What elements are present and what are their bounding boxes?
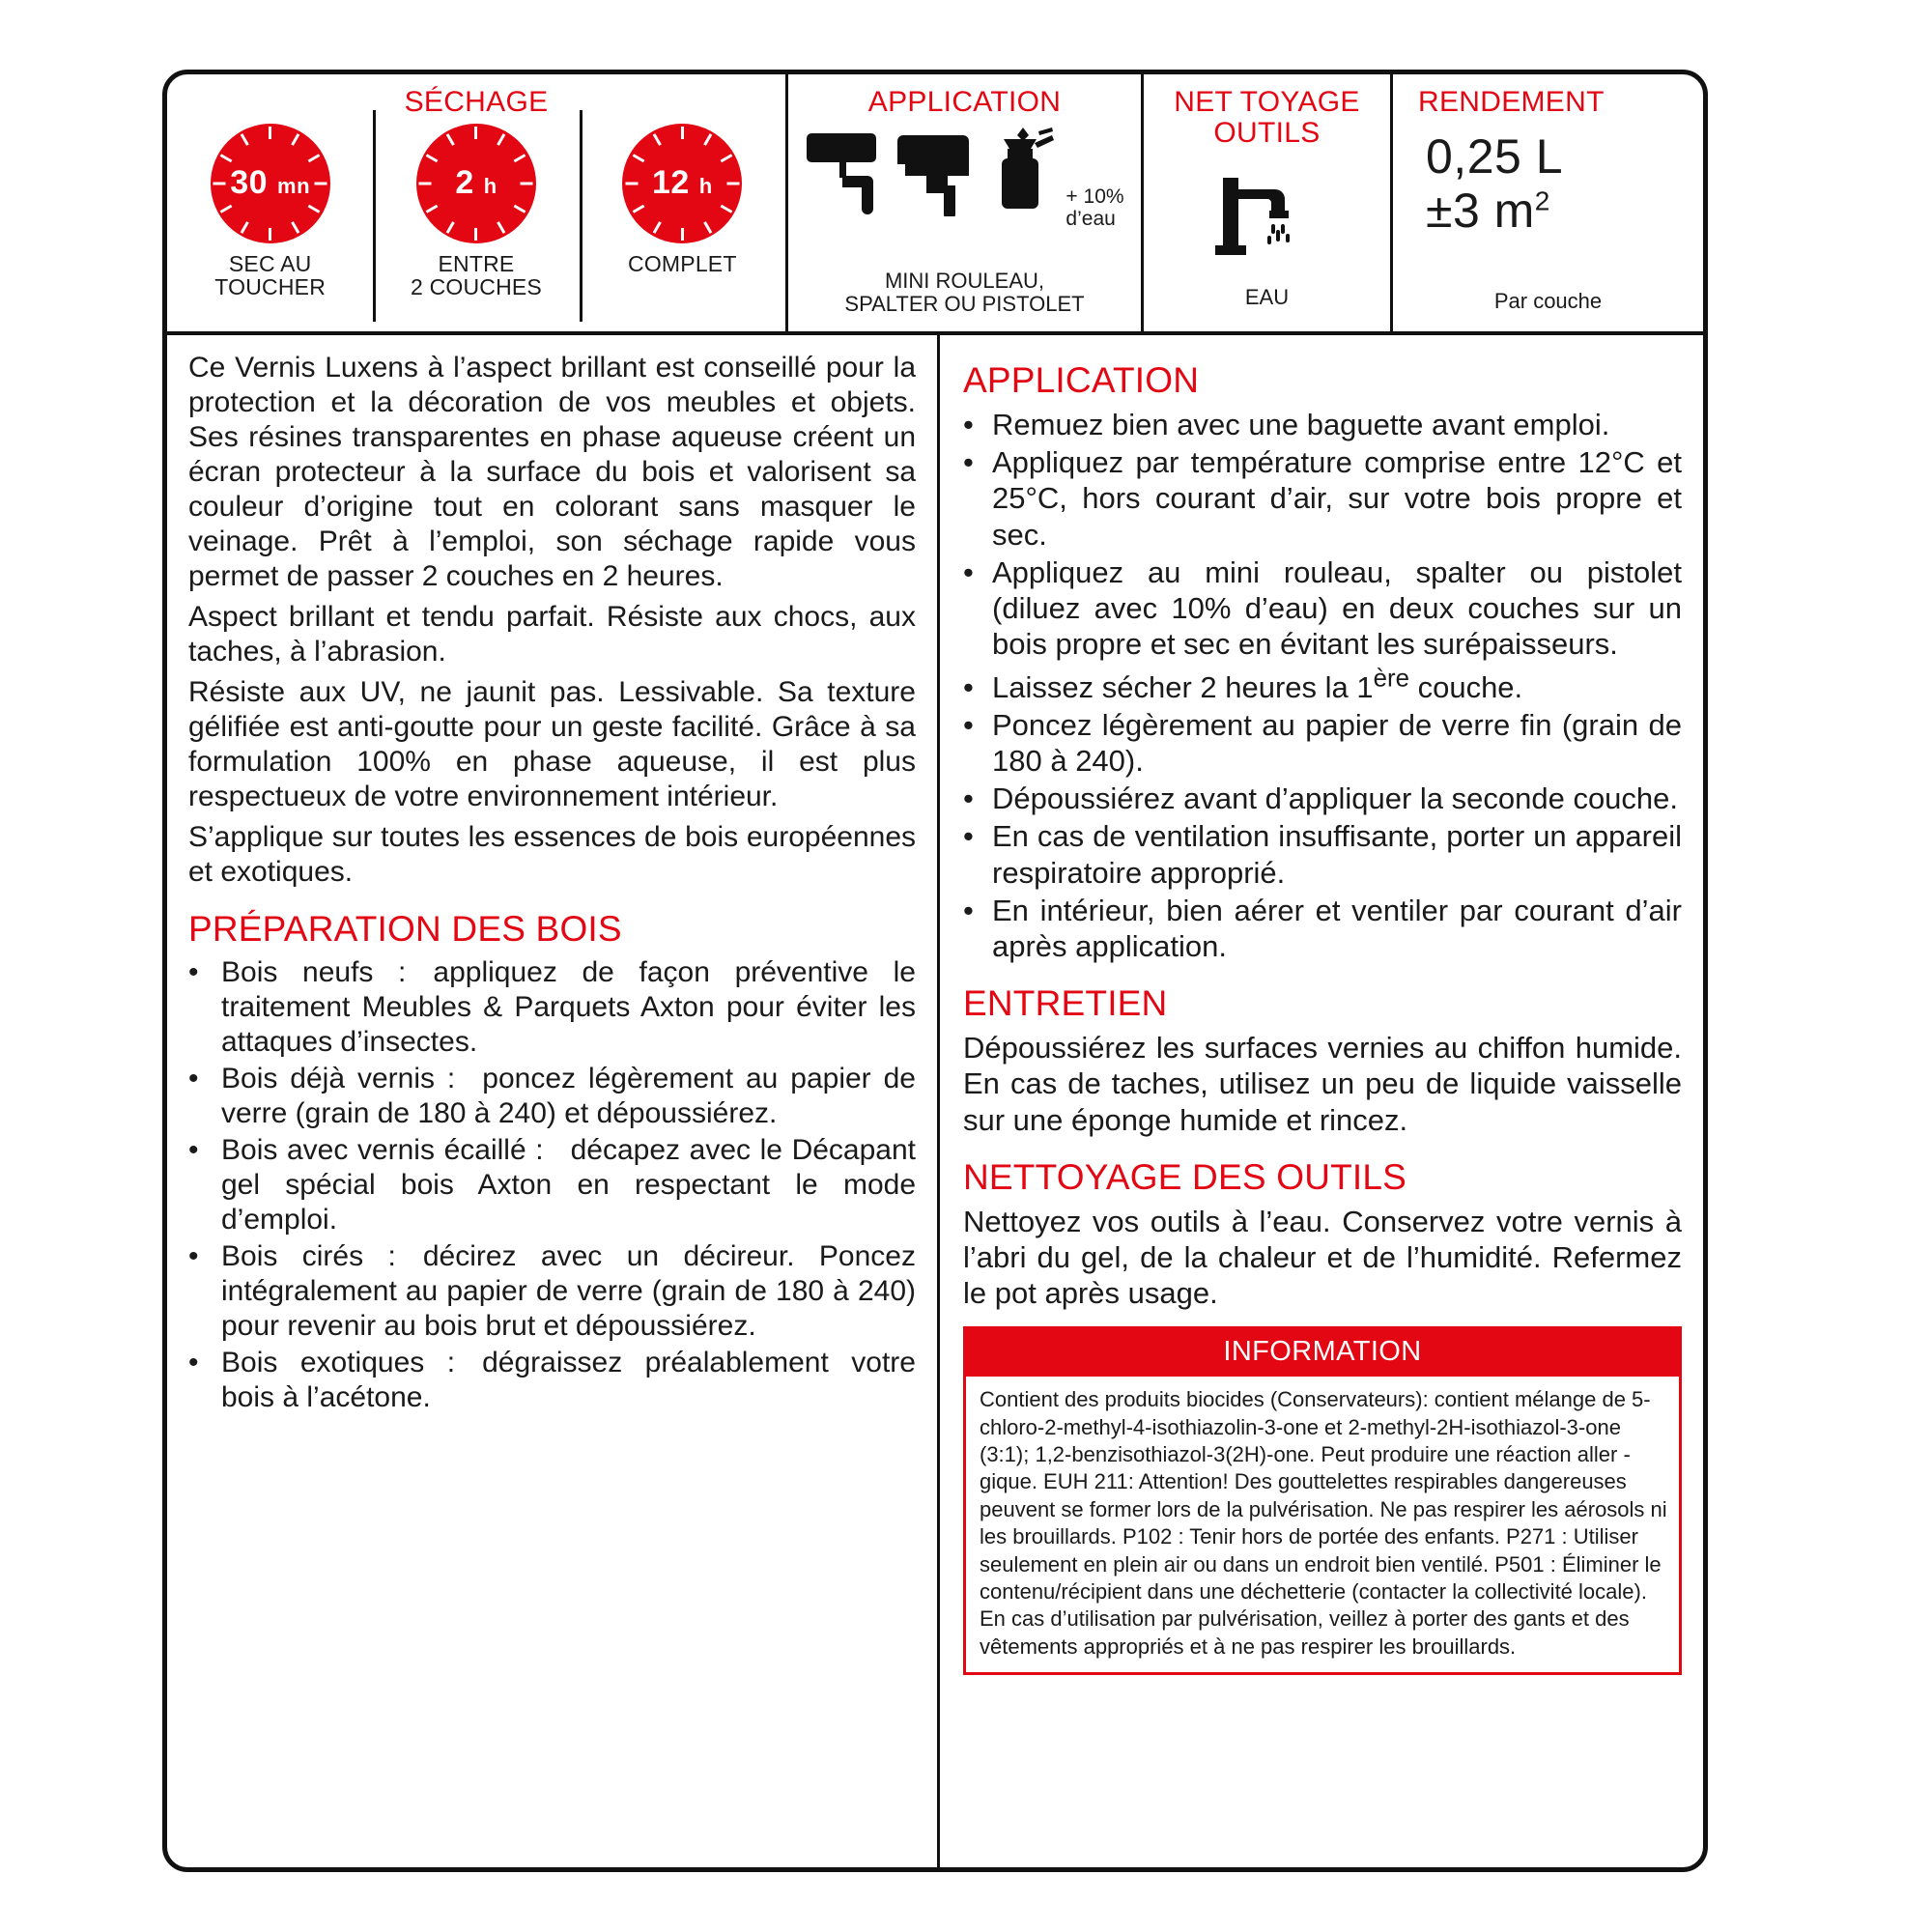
tool-cleaning-text: Nettoyez vos outils à l’eau. Conservez votre vernis à l’abri du gel, de la chaleur et de l’humidité. Refermez le pot après usage. [963,1204,1682,1311]
yield-area: ±3 m [1426,183,1535,238]
application-text-6: En cas de ventilation insuffisante, porter un appareil respiratoire approprié. [992,819,1682,890]
application-text-4: Poncez légèrement au papier de verre fin (grain de 180 à 240). [992,707,1682,779]
prep-label-2: Bois avec vernis écaillé : [221,1134,544,1166]
brush-icon [897,124,980,216]
spray-gun-icon [984,124,1060,220]
prep-item-3: • Bois cirés : décirez avec un décireur. Poncez intégralement au papier de verre (grain de 180 à 240) pour revenir au bois brut et dépoussiérez. [188,1240,916,1342]
maintenance-section-title: ENTRETIEN [963,983,1168,1024]
prep-label-4: Bois exotiques : [221,1347,456,1378]
drying-unit-0: mn [277,174,311,198]
yield-area-exponent: 2 [1534,185,1550,215]
drying-caption-2: COMPLET [628,250,737,276]
prep-label-3: Bois cirés : [221,1240,396,1272]
yield-section [1390,74,1703,331]
drying-title: SÉCHAGE [404,86,549,118]
content-body [167,335,1703,1867]
dilution-note: + 10% d’eau [1065,185,1124,231]
clock-icon-30mn [211,124,330,243]
information-text: Contient des produits biocides (Conservateurs): contient mélange de 5-chloro-2-methyl-4-isothiazolin-3-one et 2-methyl-2H-isothiazol-3-one (3:1); 1,2-benzisothiazol-3(2H)-one. Peut produire une réaction aller - gique. EUH 211: Attention! Des gouttelettes respirables dangereuses peuvent se former lors de la pulvérisation. Ne pas respirer les aérosols ni les brouillards. P102 : Tenir hors de portée des enfants. P271 : Utiliser seulement en plein air ou dans un endroit bien ventilé. P501 : Éliminer le contenu/récipient dans une déchetterie (contacter la collectivité locale). En cas d’utilisation par pulvérisation, veillez à porter des gants et des vêtements appropriés et à ne pas respirer les brouillards. [980,1387,1667,1659]
maintenance-text: Dépoussiérez les surfaces vernies au chiffon humide. En cas de taches, utilisez un peu de liquide vaisselle sur une éponge humide et rincez. [963,1031,1682,1137]
drying-unit-2: h [698,174,713,198]
prep-text-0: appliquez de façon préventive le traitement Meubles & Parquets Axton pour éviter les attaques d’insectes. [221,956,916,1058]
prep-text-2: décapez avec le Décapant gel spécial bois Axton en respectant le mode d’emploi. [221,1134,916,1236]
application-text-3: Laissez sécher 2 heures la 1ère couche. [992,665,1523,704]
information-title: INFORMATION [966,1329,1679,1377]
durability-paragraph: Résiste aux UV, ne jaunit pas. Lessivable. Sa texture gélifiée est anti-goutte pour un geste facilité. Grâce à sa formulation 100% en phase aqueuse, il est plus respectueux de votre environnement intérieur. [188,676,916,812]
roller-icon [805,124,894,216]
product-label-card [162,70,1708,1872]
drying-item-complete [580,118,785,332]
application-item-5: • Dépoussiérez avant d’appliquer la seconde couche. [963,781,1679,816]
prep-item-4: • Bois exotiques : dégraissez préalablement votre bois à l’acétone. [188,1347,916,1413]
prep-item-2: • Bois avec vernis écaillé : décapez avec le Décapant gel spécial bois Axton en respectant le mode d’emploi. [188,1134,916,1236]
yield-caption: Par couche [1493,289,1603,313]
yield-title: RENDEMENT [1418,86,1605,118]
prep-label-0: Bois neufs : [221,956,407,988]
application-item-0: • Remuez bien avec une baguette avant emploi. [963,408,1610,441]
prep-text-4: dégraissez préalablement votre bois à l’acétone. [221,1347,916,1413]
application-text-7: En intérieur, bien aérer et ventiler par courant d’air après application. [992,893,1682,963]
drying-unit-1: h [483,174,497,198]
clock-icon-2h [416,124,536,243]
drying-value-0: 30 [230,164,269,201]
icon-summary-strip [167,74,1703,335]
application-tools-section [785,74,1141,331]
cleaning-section [1141,74,1390,331]
application-item-7: • En intérieur, bien aérer et ventiler par courant d’air après application. [963,893,1682,963]
faucet-icon [1209,170,1325,263]
application-item-3: • Laissez sécher 2 heures la 1ère couche. [963,665,1523,704]
application-text-5: Dépoussiérez avant d’appliquer la seconde couche. [992,781,1679,816]
drying-section [167,74,785,331]
drying-value-2: 12 [651,164,690,201]
prep-item-0: • Bois neufs : appliquez de façon préventive le traitement Meubles & Parquets Axton pour éviter les attaques d’insectes. [188,956,916,1058]
application-tools-title: APPLICATION [867,86,1062,118]
right-column [940,335,1703,1867]
cleaning-caption: EAU [1244,285,1290,309]
information-box [963,1326,1682,1675]
prep-text-3: décirez avec un décireur. Poncez intégralement au papier de verre (grain de 180 à 240) pour revenir au bois brut et dépoussiérez. [221,1240,916,1342]
yield-volume: 0,25 L [1426,128,1564,184]
features-paragraph: Aspect brillant et tendu parfait. Résiste aux chocs, aux taches, à l’abrasion. [188,601,916,668]
prep-list [188,955,916,1415]
drying-item-touch-dry [167,118,373,332]
application-text-0: Remuez bien avec une baguette avant emploi. [992,408,1610,441]
drying-value-1: 2 [455,164,474,201]
application-tools-caption: MINI ROULEAU, SPALTER OU PISTOLET [844,268,1085,316]
tool-cleaning-section-title: NETTOYAGE DES OUTILS [963,1156,1407,1197]
cleaning-title: NET TOYAGE OUTILS [1174,86,1360,149]
clock-icon-12h [622,124,742,243]
intro-paragraph: Ce Vernis Luxens à l’aspect brillant est conseillé pour la protection et la décoration de vos meubles et objets. Ses résines transparentes en phase aqueuse créent un écran protecteur à la surface du bois et valorisent sa couleur d’origine tout en colorant sans masquer le veinage. Prêt à l’emploi, son séchage rapide vous permet de passer 2 couches en 2 heures. [188,352,916,592]
application-item-2: • Appliquez au mini rouleau, spalter ou pistolet (diluez avec 10% d’eau) en deux couches sur un bois propre et sec en évitant les surépaisseurs. [963,554,1682,662]
substrates-paragraph: S’applique sur toutes les essences de bois européennes et exotiques. [188,821,916,888]
drying-caption-0: SEC AU TOUCHER [214,250,327,299]
application-section-title: APPLICATION [963,360,1200,400]
prep-text-1: poncez légèrement au papier de verre (grain de 180 à 240) et dépoussiérez. [221,1063,916,1129]
drying-caption-1: ENTRE 2 COUCHES [410,250,542,299]
drying-item-between-coats [373,118,579,332]
prep-label-1: Bois déjà vernis : [221,1063,456,1094]
application-item-6: • En cas de ventilation insuffisante, porter un appareil respiratoire approprié. [963,819,1682,890]
application-text-2: Appliquez au mini rouleau, spalter ou pistolet (diluez avec 10% d’eau) en deux couches sur un bois propre et sec en évitant les surépaisseurs. [992,554,1682,662]
prep-section-title: PRÉPARATION DES BOIS [188,909,622,949]
application-list [963,407,1682,964]
left-column [167,335,940,1867]
prep-item-1: • Bois déjà vernis : poncez légèrement au papier de verre (grain de 180 à 240) et dépoussiérez. [188,1063,916,1129]
application-text-1: Appliquez par température comprise entre 12°C et 25°C, hors courant d’air, sur votre bois propre et sec. [992,445,1682,552]
application-item-1: • Appliquez par température comprise entre 12°C et 25°C, hors courant d’air, sur votre bois propre et sec. [963,445,1682,552]
application-item-4: • Poncez légèrement au papier de verre fin (grain de 180 à 240). [963,707,1682,779]
